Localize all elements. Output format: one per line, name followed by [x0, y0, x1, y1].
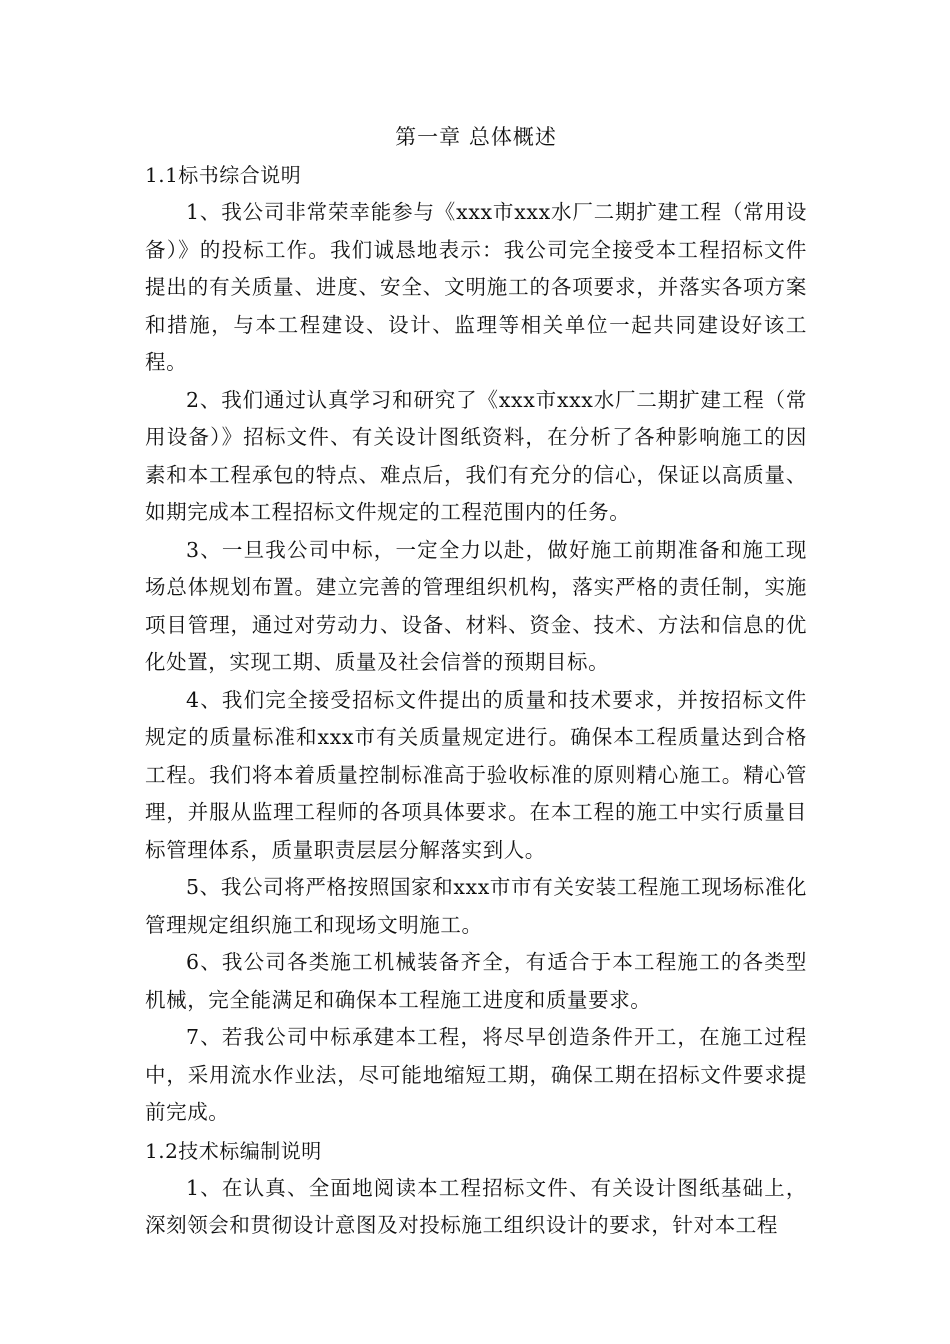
section-heading: 1.1标书综合说明: [145, 163, 302, 187]
paragraph: 4、我们完全接受招标文件提出的质量和技术要求，并按招标文件规定的质量标准和xxx市有关质量规定进行。确保本工程质量达到合格工程。我们将本着质量控制标准高于验收标准的原则精心施工。精心管理，并服从监理工程师的各项具体要求。在本工程的施工中实行质量目标管理体系，质量职责层层分解落实到人。: [145, 687, 807, 862]
paragraph: 2、我们通过认真学习和研究了《xxx市xxx水厂二期扩建工程（常用设备）》招标文件、有关设计图纸资料，在分析了各种影响施工的因素和本工程承包的特点、难点后，我们有充分的信心，保证以高质量、如期完成本工程招标文件规定的工程范围内的任务。: [145, 387, 807, 524]
section-1-2: [145, 1132, 807, 1245]
paragraph: 1、在认真、全面地阅读本工程招标文件、有关设计图纸基础上，深刻领会和贯彻设计意图及对投标施工组织设计的要求，针对本工程: [145, 1175, 807, 1237]
paragraph: 6、我公司各类施工机械装备齐全，有适合于本工程施工的各类型机械，完全能满足和确保本工程施工进度和质量要求。: [145, 950, 807, 1012]
document-body: [145, 118, 807, 1245]
chapter-title: 第一章 总体概述: [395, 125, 557, 149]
paragraph: 7、若我公司中标承建本工程，将尽早创造条件开工，在施工过程中，采用流水作业法，尽可能地缩短工期，确保工期在招标文件要求提前完成。: [145, 1025, 807, 1124]
paragraph: 5、我公司将严格按照国家和xxx市市有关安装工程施工现场标准化管理规定组织施工和现场文明施工。: [145, 875, 807, 937]
paragraph: 3、一旦我公司中标，一定全力以赴，做好施工前期准备和施工现场总体规划布置。建立完善的管理组织机构，落实严格的责任制，实施项目管理，通过对劳动力、设备、材料、资金、技术、方法和信息的优化处置，实现工期、质量及社会信誉的预期目标。: [145, 537, 807, 674]
paragraph: 1、我公司非常荣幸能参与《xxx市xxx水厂二期扩建工程（常用设备）》的投标工作。我们诚恳地表示：我公司完全接受本工程招标文件提出的有关质量、进度、安全、文明施工的各项要求，并落实各项方案和措施，与本工程建设、设计、监理等相关单位一起共同建设好该工程。: [145, 200, 807, 374]
section-1-1: [145, 156, 807, 1132]
section-heading: 1.2技术标编制说明: [145, 1138, 322, 1163]
